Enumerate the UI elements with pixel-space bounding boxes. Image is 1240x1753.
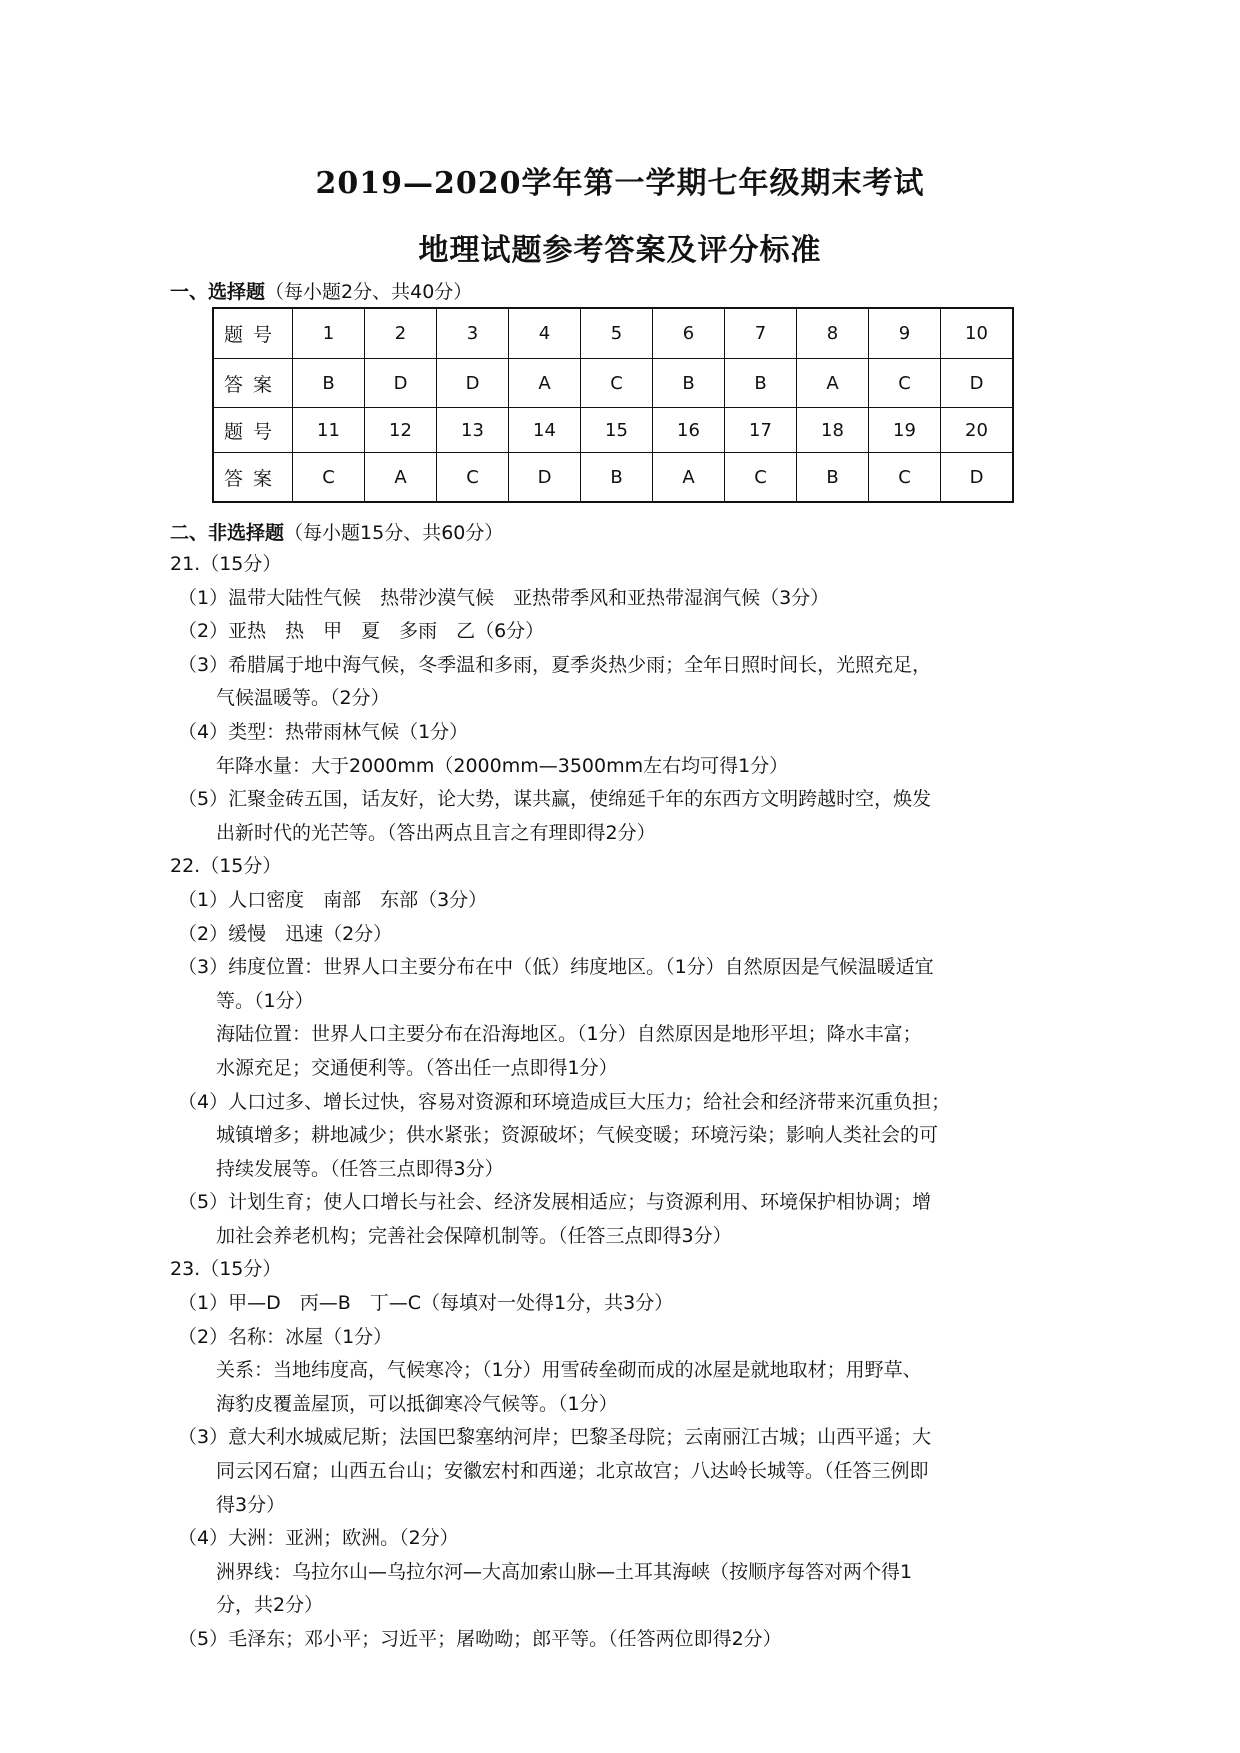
table-cell: A — [797, 359, 869, 408]
table-cell: 4 — [509, 308, 581, 359]
answer-line: 关系：当地纬度高，气候寒冷；（1分）用雪砖垒砌而成的冰屋是就地取材；用野草、 — [216, 1359, 922, 1382]
table-cell: 15 — [581, 408, 653, 453]
table-cell: 18 — [797, 408, 869, 453]
section-multiple-choice-heading — [170, 277, 472, 304]
table-cell: B — [725, 359, 797, 408]
table-cell: B — [797, 453, 869, 503]
table-cell: D — [437, 359, 509, 408]
answer-line: 洲界线：乌拉尔山—乌拉尔河—大高加索山脉—土耳其海峡（按顺序每答对两个得1 — [216, 1560, 913, 1583]
answer-line: 城镇增多；耕地减少；供水紧张；资源破坏；气候变暖；环境污染；影响人类社会的可 — [216, 1124, 939, 1147]
table-cell: C — [869, 359, 941, 408]
question-heading-22: 22.（15分） — [170, 855, 282, 878]
row-label: 答案 — [213, 359, 293, 408]
table-cell: C — [725, 453, 797, 503]
table-cell: 2 — [365, 308, 437, 359]
row-label: 题号 — [213, 308, 293, 359]
answer-line: （4）类型：热带雨林气候（1分） — [178, 720, 469, 743]
table-row — [213, 408, 1013, 453]
answer-line: 同云冈石窟；山西五台山；安徽宏村和西递；北京故宫；八达岭长城等。（任答三例即 — [216, 1460, 929, 1483]
table-cell: 1 — [293, 308, 365, 359]
table-cell: 12 — [365, 408, 437, 453]
page-subtitle: 地理试题参考答案及评分标准 — [418, 233, 822, 268]
table-row — [213, 308, 1013, 359]
table-cell: 8 — [797, 308, 869, 359]
answer-line: （2）名称：冰屋（1分） — [178, 1325, 393, 1348]
answer-line: 得3分） — [216, 1493, 286, 1516]
answer-line: 加社会养老机构；完善社会保障机制等。（任答三点即得3分） — [216, 1224, 732, 1247]
table-cell: 16 — [653, 408, 725, 453]
answer-line: （1）温带大陆性气候 热带沙漠气候 亚热带季风和亚热带湿润气候（3分） — [178, 586, 830, 609]
section-note: （每小题15分、共60分） — [284, 522, 504, 544]
answer-line: （4）人口过多、增长过快，容易对资源和环境造成巨大压力；给社会和经济带来沉重负担； — [178, 1090, 951, 1113]
table-cell: 6 — [653, 308, 725, 359]
table-cell: 14 — [509, 408, 581, 453]
answer-table — [212, 307, 1014, 503]
table-cell: B — [653, 359, 725, 408]
table-cell: C — [293, 453, 365, 503]
table-cell: 20 — [941, 408, 1014, 453]
answer-body — [170, 548, 1075, 1657]
answer-line: （2）缓慢 迅速（2分） — [178, 922, 393, 945]
table-cell: D — [365, 359, 437, 408]
section-note: （每小题2分、共40分） — [265, 281, 473, 303]
answer-line: 等。（1分） — [216, 989, 314, 1012]
section-open-questions-heading — [170, 518, 503, 545]
section-title: 一、选择题 — [170, 281, 266, 303]
table-cell: B — [581, 453, 653, 503]
answer-line: （3）希腊属于地中海气候，冬季温和多雨，夏季炎热少雨；全年日照时间长，光照充足， — [178, 653, 932, 676]
answer-line: 海陆位置：世界人口主要分布在沿海地区。（1分）自然原因是地形平坦；降水丰富； — [216, 1023, 922, 1046]
answer-line: （3）纬度位置：世界人口主要分布在中（低）纬度地区。（1分）自然原因是气候温暖适宜 — [178, 956, 934, 979]
table-cell: A — [365, 453, 437, 503]
table-cell: D — [941, 359, 1014, 408]
table-cell: C — [581, 359, 653, 408]
table-cell: 19 — [869, 408, 941, 453]
table-cell: 17 — [725, 408, 797, 453]
table-cell: 10 — [941, 308, 1014, 359]
answer-line: （5）毛泽东；邓小平；习近平；屠呦呦；郎平等。（任答两位即得2分） — [178, 1628, 782, 1650]
table-cell: C — [437, 453, 509, 503]
table-cell: A — [653, 453, 725, 503]
answer-line: （5）汇聚金砖五国，话友好，论大势，谋共赢，使绵延千年的东西方文明跨越时空，焕发 — [178, 788, 932, 811]
table-row — [213, 359, 1013, 408]
answer-line: （3）意大利水城威尼斯；法国巴黎塞纳河岸；巴黎圣母院；云南丽江古城；山西平遥；大 — [178, 1426, 932, 1449]
table-cell: D — [509, 453, 581, 503]
answer-line: 持续发展等。（任答三点即得3分） — [216, 1157, 504, 1180]
answer-line: 出新时代的光芒等。（答出两点且言之有理即得2分） — [216, 821, 656, 844]
row-label: 题号 — [213, 408, 293, 453]
question-heading-21: 21.（15分） — [170, 553, 282, 575]
answer-line: 年降水量：大于2000mm（2000mm—3500mm左右均可得1分） — [216, 754, 789, 777]
table-cell: B — [293, 359, 365, 408]
section-title: 二、非选择题 — [170, 522, 285, 544]
table-cell: C — [869, 453, 941, 503]
table-cell: 11 — [293, 408, 365, 453]
table-cell: D — [941, 453, 1014, 503]
answer-line: 水源充足；交通便利等。（答出任一点即得1分） — [216, 1056, 618, 1079]
table-cell: 3 — [437, 308, 509, 359]
table-cell: 13 — [437, 408, 509, 453]
answer-line: （4）大洲：亚洲；欧洲。（2分） — [178, 1527, 459, 1550]
table-cell: 9 — [869, 308, 941, 359]
question-heading-23: 23.（15分） — [170, 1258, 282, 1281]
row-label: 答案 — [213, 453, 293, 503]
answer-line: （1）人口密度 南部 东部（3分） — [178, 888, 488, 911]
table-cell: 7 — [725, 308, 797, 359]
answer-line: 分，共2分） — [216, 1594, 324, 1617]
table-row — [213, 453, 1013, 503]
answer-line: （1）甲—D 丙—B 丁—C（每填对一处得1分，共3分） — [178, 1292, 674, 1315]
table-cell: A — [509, 359, 581, 408]
table-cell: 5 — [581, 308, 653, 359]
answer-line: 气候温暖等。（2分） — [216, 687, 390, 710]
answer-line: （2）亚热 热 甲 夏 多雨 乙（6分） — [178, 620, 545, 643]
answer-line: 海豹皮覆盖屋顶，可以抵御寒冷气候等。（1分） — [216, 1392, 618, 1415]
answer-line: （5）计划生育；使人口增长与社会、经济发展相适应；与资源利用、环境保护相协调；增 — [178, 1191, 932, 1214]
page-title: 2019—2020学年第一学期七年级期末考试 — [315, 166, 925, 201]
